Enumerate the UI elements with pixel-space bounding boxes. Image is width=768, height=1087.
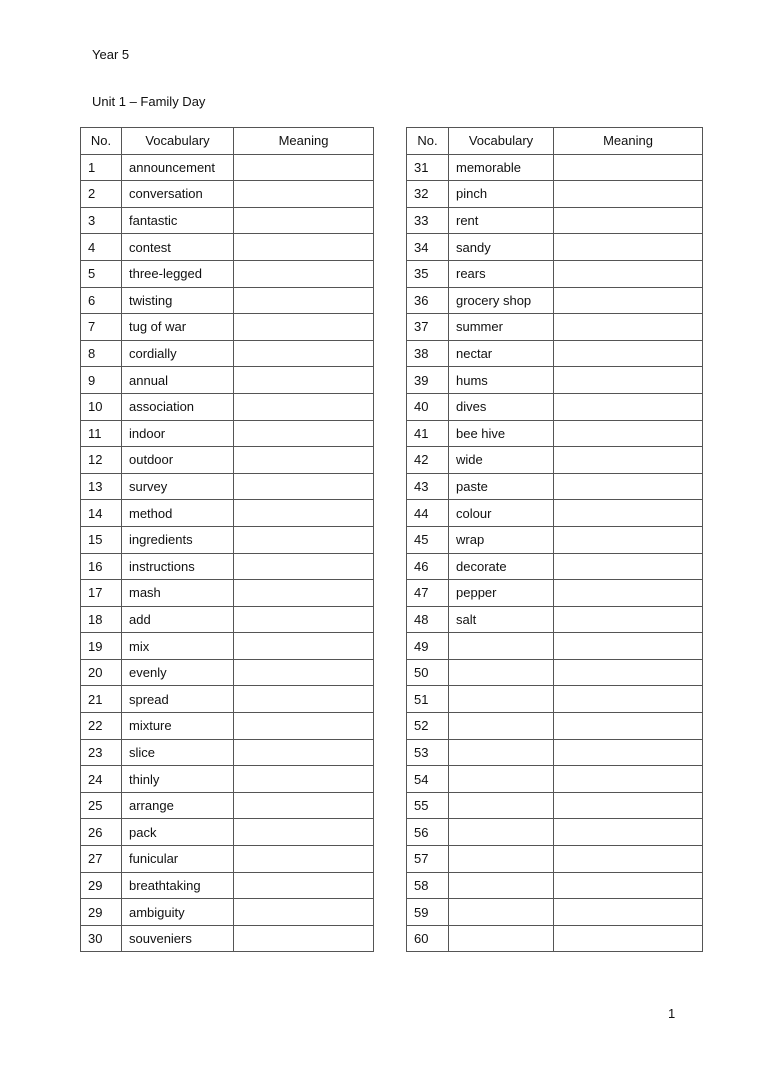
row-number: 5 <box>81 260 122 287</box>
page-number: 1 <box>668 1006 676 1021</box>
meaning-cell[interactable] <box>554 792 703 819</box>
vocabulary-word <box>449 819 554 846</box>
meaning-cell[interactable] <box>554 314 703 341</box>
row-number: 48 <box>407 606 449 633</box>
table-row <box>407 872 703 899</box>
vocabulary-word: arrange <box>122 792 234 819</box>
column-header-no: No. <box>81 128 122 155</box>
vocabulary-word <box>449 739 554 766</box>
vocabulary-word: indoor <box>122 420 234 447</box>
meaning-cell[interactable] <box>234 713 374 740</box>
row-number: 10 <box>81 393 122 420</box>
table-row <box>407 899 703 926</box>
table-row <box>81 234 374 261</box>
table-row <box>407 553 703 580</box>
table-row <box>407 234 703 261</box>
table-row <box>407 633 703 660</box>
table-row <box>407 154 703 181</box>
table-row <box>407 393 703 420</box>
vocabulary-word <box>449 792 554 819</box>
meaning-cell[interactable] <box>234 181 374 208</box>
row-number: 54 <box>407 766 449 793</box>
meaning-cell[interactable] <box>554 659 703 686</box>
row-number: 33 <box>407 207 449 234</box>
vocabulary-word <box>449 633 554 660</box>
meaning-cell[interactable] <box>234 420 374 447</box>
column-header-no: No. <box>407 128 449 155</box>
row-number: 29 <box>81 899 122 926</box>
meaning-cell[interactable] <box>234 925 374 952</box>
meaning-cell[interactable] <box>554 207 703 234</box>
row-number: 24 <box>81 766 122 793</box>
row-number: 49 <box>407 633 449 660</box>
vocabulary-word: dives <box>449 393 554 420</box>
vocabulary-word: rears <box>449 260 554 287</box>
table-row <box>81 899 374 926</box>
meaning-cell[interactable] <box>234 819 374 846</box>
unit-title: Unit 1 – Family Day <box>92 94 206 109</box>
vocabulary-table-left <box>80 127 374 952</box>
row-number: 27 <box>81 846 122 873</box>
table-row <box>81 633 374 660</box>
row-number: 22 <box>81 713 122 740</box>
table-row <box>81 154 374 181</box>
vocabulary-word: thinly <box>122 766 234 793</box>
meaning-cell[interactable] <box>554 686 703 713</box>
vocabulary-word: fantastic <box>122 207 234 234</box>
meaning-cell[interactable] <box>554 234 703 261</box>
table-row <box>407 580 703 607</box>
vocabulary-word <box>449 766 554 793</box>
row-number: 43 <box>407 473 449 500</box>
row-number: 40 <box>407 393 449 420</box>
vocabulary-word: mash <box>122 580 234 607</box>
vocabulary-word: association <box>122 393 234 420</box>
vocabulary-word: three-legged <box>122 260 234 287</box>
table-row <box>407 287 703 314</box>
vocabulary-word <box>449 846 554 873</box>
table-row <box>407 420 703 447</box>
meaning-cell[interactable] <box>554 766 703 793</box>
table-header-row <box>407 128 703 155</box>
row-number: 19 <box>81 633 122 660</box>
row-number: 8 <box>81 340 122 367</box>
row-number: 55 <box>407 792 449 819</box>
row-number: 59 <box>407 899 449 926</box>
table-row <box>81 659 374 686</box>
table-row <box>81 580 374 607</box>
meaning-cell[interactable] <box>234 792 374 819</box>
vocabulary-word: twisting <box>122 287 234 314</box>
row-number: 7 <box>81 314 122 341</box>
row-number: 2 <box>81 181 122 208</box>
meaning-cell[interactable] <box>554 925 703 952</box>
table-row <box>407 606 703 633</box>
row-number: 52 <box>407 713 449 740</box>
vocabulary-word: summer <box>449 314 554 341</box>
vocabulary-word: memorable <box>449 154 554 181</box>
row-number: 46 <box>407 553 449 580</box>
vocabulary-word: grocery shop <box>449 287 554 314</box>
meaning-cell[interactable] <box>234 580 374 607</box>
table-row <box>81 287 374 314</box>
table-row <box>407 925 703 952</box>
meaning-cell[interactable] <box>234 846 374 873</box>
row-number: 41 <box>407 420 449 447</box>
vocabulary-word: ambiguity <box>122 899 234 926</box>
table-row <box>81 872 374 899</box>
vocabulary-word: colour <box>449 500 554 527</box>
meaning-cell[interactable] <box>554 393 703 420</box>
table-row <box>81 846 374 873</box>
row-number: 36 <box>407 287 449 314</box>
row-number: 34 <box>407 234 449 261</box>
meaning-cell[interactable] <box>554 260 703 287</box>
column-header-vocabulary: Vocabulary <box>449 128 554 155</box>
row-number: 20 <box>81 659 122 686</box>
row-number: 37 <box>407 314 449 341</box>
table-row <box>81 367 374 394</box>
row-number: 26 <box>81 819 122 846</box>
table-row <box>407 846 703 873</box>
row-number: 60 <box>407 925 449 952</box>
table-row <box>81 260 374 287</box>
meaning-cell[interactable] <box>554 447 703 474</box>
meaning-cell[interactable] <box>234 314 374 341</box>
vocabulary-word: survey <box>122 473 234 500</box>
table-row <box>81 739 374 766</box>
meaning-cell[interactable] <box>554 154 703 181</box>
vocabulary-word: pinch <box>449 181 554 208</box>
row-number: 47 <box>407 580 449 607</box>
vocabulary-word: paste <box>449 473 554 500</box>
vocabulary-word <box>449 686 554 713</box>
meaning-cell[interactable] <box>234 393 374 420</box>
meaning-cell[interactable] <box>234 340 374 367</box>
row-number: 53 <box>407 739 449 766</box>
row-number: 17 <box>81 580 122 607</box>
meaning-cell[interactable] <box>554 713 703 740</box>
row-number: 1 <box>81 154 122 181</box>
table-row <box>81 553 374 580</box>
meaning-cell[interactable] <box>554 287 703 314</box>
row-number: 6 <box>81 287 122 314</box>
meaning-cell[interactable] <box>554 473 703 500</box>
vocabulary-word <box>449 713 554 740</box>
table-row <box>407 447 703 474</box>
row-number: 35 <box>407 260 449 287</box>
vocabulary-word: salt <box>449 606 554 633</box>
meaning-cell[interactable] <box>234 872 374 899</box>
meaning-cell[interactable] <box>554 846 703 873</box>
vocabulary-word <box>449 899 554 926</box>
vocabulary-word: decorate <box>449 553 554 580</box>
meaning-cell[interactable] <box>234 739 374 766</box>
meaning-cell[interactable] <box>554 739 703 766</box>
meaning-cell[interactable] <box>234 633 374 660</box>
row-number: 58 <box>407 872 449 899</box>
vocabulary-word: pepper <box>449 580 554 607</box>
table-row <box>407 739 703 766</box>
row-number: 30 <box>81 925 122 952</box>
vocabulary-word: method <box>122 500 234 527</box>
vocabulary-word: wrap <box>449 526 554 553</box>
table-row <box>407 181 703 208</box>
table-row <box>81 766 374 793</box>
vocabulary-word: outdoor <box>122 447 234 474</box>
table-row <box>81 686 374 713</box>
row-number: 3 <box>81 207 122 234</box>
vocabulary-word: instructions <box>122 553 234 580</box>
meaning-cell[interactable] <box>234 899 374 926</box>
row-number: 11 <box>81 420 122 447</box>
table-row <box>81 526 374 553</box>
vocabulary-word: tug of war <box>122 314 234 341</box>
row-number: 50 <box>407 659 449 686</box>
row-number: 4 <box>81 234 122 261</box>
row-number: 13 <box>81 473 122 500</box>
row-number: 51 <box>407 686 449 713</box>
vocabulary-word: hums <box>449 367 554 394</box>
vocabulary-word: bee hive <box>449 420 554 447</box>
meaning-cell[interactable] <box>234 473 374 500</box>
row-number: 23 <box>81 739 122 766</box>
meaning-cell[interactable] <box>554 420 703 447</box>
row-number: 39 <box>407 367 449 394</box>
vocabulary-word: breathtaking <box>122 872 234 899</box>
meaning-cell[interactable] <box>554 872 703 899</box>
vocabulary-word: ingredients <box>122 526 234 553</box>
row-number: 44 <box>407 500 449 527</box>
table-row <box>81 819 374 846</box>
vocabulary-word: spread <box>122 686 234 713</box>
vocabulary-word: funicular <box>122 846 234 873</box>
meaning-cell[interactable] <box>554 899 703 926</box>
row-number: 57 <box>407 846 449 873</box>
meaning-cell[interactable] <box>234 287 374 314</box>
table-row <box>81 314 374 341</box>
meaning-cell[interactable] <box>234 367 374 394</box>
meaning-cell[interactable] <box>554 340 703 367</box>
row-number: 16 <box>81 553 122 580</box>
table-row <box>407 792 703 819</box>
meaning-cell[interactable] <box>554 819 703 846</box>
table-row <box>407 473 703 500</box>
meaning-cell[interactable] <box>554 606 703 633</box>
vocabulary-word: mix <box>122 633 234 660</box>
row-number: 21 <box>81 686 122 713</box>
table-row <box>407 659 703 686</box>
meaning-cell[interactable] <box>234 447 374 474</box>
vocabulary-word: cordially <box>122 340 234 367</box>
meaning-cell[interactable] <box>234 766 374 793</box>
row-number: 12 <box>81 447 122 474</box>
table-row <box>81 606 374 633</box>
row-number: 31 <box>407 154 449 181</box>
table-row <box>81 207 374 234</box>
meaning-cell[interactable] <box>234 500 374 527</box>
year-label: Year 5 <box>92 47 130 62</box>
table-row <box>81 393 374 420</box>
vocabulary-word: contest <box>122 234 234 261</box>
table-row <box>81 340 374 367</box>
vocabulary-word: wide <box>449 447 554 474</box>
row-number: 25 <box>81 792 122 819</box>
table-row <box>81 181 374 208</box>
table-row <box>407 367 703 394</box>
row-number: 32 <box>407 181 449 208</box>
table-row <box>407 207 703 234</box>
meaning-cell[interactable] <box>234 154 374 181</box>
meaning-cell[interactable] <box>234 553 374 580</box>
meaning-cell[interactable] <box>554 633 703 660</box>
meaning-cell[interactable] <box>234 526 374 553</box>
row-number: 14 <box>81 500 122 527</box>
table-row <box>81 447 374 474</box>
meaning-cell[interactable] <box>554 500 703 527</box>
table-row <box>81 473 374 500</box>
table-row <box>81 925 374 952</box>
table-row <box>81 713 374 740</box>
vocabulary-word: announcement <box>122 154 234 181</box>
table-row <box>407 340 703 367</box>
vocabulary-word <box>449 925 554 952</box>
vocabulary-word: mixture <box>122 713 234 740</box>
vocabulary-word: slice <box>122 739 234 766</box>
table-row <box>407 713 703 740</box>
vocabulary-word <box>449 659 554 686</box>
meaning-cell[interactable] <box>554 181 703 208</box>
row-number: 42 <box>407 447 449 474</box>
row-number: 45 <box>407 526 449 553</box>
meaning-cell[interactable] <box>554 580 703 607</box>
meaning-cell[interactable] <box>234 260 374 287</box>
vocabulary-word: rent <box>449 207 554 234</box>
vocabulary-word: evenly <box>122 659 234 686</box>
table-row <box>81 792 374 819</box>
column-header-meaning: Meaning <box>554 128 703 155</box>
vocabulary-table-right <box>406 127 703 952</box>
column-header-meaning: Meaning <box>234 128 374 155</box>
table-header-row <box>81 128 374 155</box>
table-row <box>81 420 374 447</box>
table-row <box>407 819 703 846</box>
table-row <box>407 686 703 713</box>
meaning-cell[interactable] <box>554 553 703 580</box>
table-row <box>407 500 703 527</box>
row-number: 18 <box>81 606 122 633</box>
meaning-cell[interactable] <box>234 234 374 261</box>
vocabulary-word: pack <box>122 819 234 846</box>
table-row <box>407 766 703 793</box>
meaning-cell[interactable] <box>234 659 374 686</box>
vocabulary-word: conversation <box>122 181 234 208</box>
vocabulary-word: add <box>122 606 234 633</box>
row-number: 15 <box>81 526 122 553</box>
row-number: 9 <box>81 367 122 394</box>
row-number: 38 <box>407 340 449 367</box>
vocabulary-word: souveniers <box>122 925 234 952</box>
vocabulary-word: annual <box>122 367 234 394</box>
meaning-cell[interactable] <box>234 207 374 234</box>
table-row <box>81 500 374 527</box>
meaning-cell[interactable] <box>234 686 374 713</box>
column-header-vocabulary: Vocabulary <box>122 128 234 155</box>
vocabulary-word: sandy <box>449 234 554 261</box>
meaning-cell[interactable] <box>554 526 703 553</box>
vocabulary-word <box>449 872 554 899</box>
table-row <box>407 314 703 341</box>
table-row <box>407 526 703 553</box>
meaning-cell[interactable] <box>554 367 703 394</box>
meaning-cell[interactable] <box>234 606 374 633</box>
vocabulary-word: nectar <box>449 340 554 367</box>
table-row <box>407 260 703 287</box>
row-number: 56 <box>407 819 449 846</box>
row-number: 29 <box>81 872 122 899</box>
